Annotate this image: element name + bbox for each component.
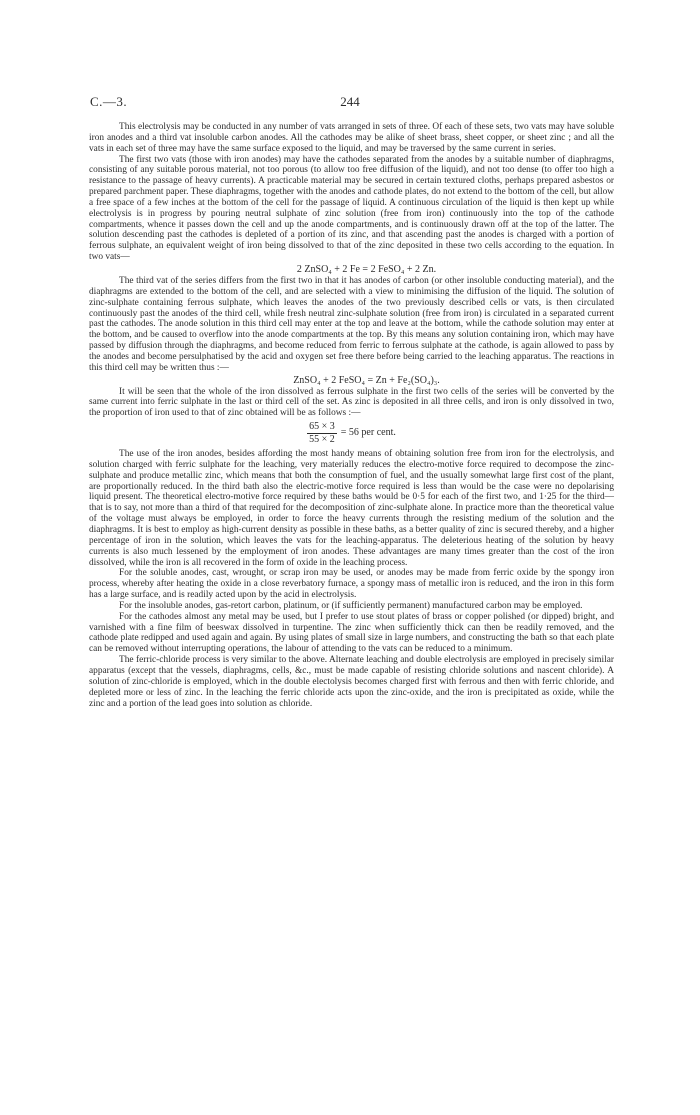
equation: 2 ZnSO₄ + 2 Fe = 2 FeSO₄ + 2 Zn. [296,263,437,275]
paragraph: For the insoluble anodes, gas-retort carbon, platinum, or (if sufficiently permanent) manufactured carbon may be employed. [119,600,583,611]
paragraph: The third vat of the series differs from the first two in that it has anodes of carbon (or other insoluble conducting material), and the diaphragms are extended to the bottom of the cell, and are selected with a view to minimising the diffusion of the liquid. The solution of zinc-sulphate containing ferrous sulphate, which leaves the anodes of the two previously described cells or vats, is then circulated continuously past the anodes of the third cell, while fresh neutral zinc-sulphate solution (free from iron) is circulated in a separated current past the cathodes. The anode solution in this third cell may enter at the top and leave at the bottom, while the cathode solution may enter at the bottom, and be caused to overflow into the anode compartments at the top. By this means any solution containing iron, which may have passed by diffusion through the diaphragms, and become reduced from ferric to ferrous sulphate at the cathode, is again allowed to pass by the anodes and become persulphatised by the acid and oxygen set free there before being carried to the leaching apparatus. The reactions in this third cell may be written thus :— [89,275,614,373]
fraction-result: = 56 per cent. [340,427,396,439]
proportion-formula [89,421,614,446]
paragraph: The ferric-chloride process is very similar to the above. Alternate leaching and double electrolysis are employed in precisely similar apparatus (except that the vessels, diaphragms, cells, &c., must be made capable of resisting chloride solutions and nascent chloride). A solution of zinc-chloride is employed, which in the double electolysis becomes charged first with ferrous and then with ferric chloride, and depleted more or less of zinc. In the leaching the ferric chloride acts upon the zinc-oxide, and the iron is precipitated as oxide, while the zinc and a portion of the lead goes into solution as chloride. [89,655,614,709]
paragraph: For the soluble anodes, cast, wrought, or scrap iron may be used, or anodes may be made from ferric oxide by the spongy iron process, whereby after heating the oxide in a close reverbatory furnace, a spongy mass of metallic iron is reduced, and the iron in this form has a large surface, and is readily acted upon by the acid in electrolysis. [89,568,614,601]
paragraph: It will be seen that the whole of the iron dissolved as ferrous sulphate in the first two cells of the series will be converted by the same current into ferric sulphate in the last or third cell of the set. As zinc is deposited in all three cells, and iron is only dissolved in two, the proportion of iron used to that of zinc obtained will be as follows :— [89,386,614,419]
body-text [89,122,614,709]
section-reference: C.—3. [90,94,128,109]
equation: ZnSO₄ + 2 FeSO₄ = Zn + Fe₂(SO₄)₃. [293,374,440,386]
page-header [90,94,610,114]
fraction [307,421,337,446]
paragraph: This electrolysis may be conducted in any number of vats arranged in sets of three. Of each of these sets, two vats may have soluble iron anodes and a third vat insoluble carbon anodes. All the cathodes may be alike of sheet brass, sheet copper, or sheet zinc ; and all the vats in each set of three may have the same surface exposed to the liquid, and may be traversed by the same current in series. [89,122,614,154]
paragraph: The use of the iron anodes, besides affording the most handy means of obtaining solution free from iron for the electrolysis, and solution charged with ferric sulphate for the leaching, very materially reduces the electro-motive force required to decompose the zinc-sulphate and produce metallic zinc, which means that both the consumption of fuel, and the usually somewhat large first cost of the plant, are proportionally reduced. In the third bath also the electric-motive force required is less than would be the case were no depolarising liquid present. The theoretical electro-motive force required by these baths would be 0·5 for each of the first two, and 1·25 for the third—that is to say, not more than a third of that required for the decomposition of zinc-sulphate alone. In practice more than the theoretical value of the voltage must always be employed, in order to force the heavy currents through the resisting medium of the solution and the diaphragms. It is best to employ as high-current density as possible in these baths, as a better quality of zinc is secured thereby, and a higher percentage of iron in the solution, which leaves the vats for the leaching-apparatus. The deleterious heating of the solution by heavy currents is also much lessened by the employment of iron anodes. These advantages are many times greater than the cost of the iron dissolved, while the iron is all recovered in the form of oxide in the leaching process. [89,449,614,568]
paragraph: The first two vats (those with iron anodes) may have the cathodes separated from the anodes by a suitable number of diaphragms, consisting of any suitable porous material, not too porous (to allow too free diffusion of the liquid), and not too dense (to offer too high a resistance to the passage of heavy currents). A practicable material may be secured in certain textured cloths, perhaps prepared asbestos or prepared parchment paper. These diaphragms, together with the anodes and cathode plates, do not extend to the bottom of the cell, but allow a free space of a few inches at the bottom of the cell for the passage of liquid. A continuous circulation of the liquid is then kept up while electrolysis is in progress by pouring neutral sulphate of zinc solution (free from iron) continuously into the top of the cathode compartments, whence it passes down the cell and up the anode compartments, and is continuously drawn off at the top of the latter. The solution descending past the cathodes is depleted of a portion of its zinc, and that ascending past the anodes is charged with a portion of ferrous sulphate, an equivalent weight of iron being dissolved to that of the zinc deposited in these two cells according to the equation. In two vats— [89,154,614,263]
paragraph: For the cathodes almost any metal may be used, but I prefer to use stout plates of brass or copper polished (or dipped) bright, and varnished with a fine film of beeswax dissolved in turpentine. The zinc when sufficiently thick can then be readily removed, and the cathode plate redipped and used again and again. By using plates of small size in large numbers, and constructing the bath so that each plate can be removed without interrupting operations, the labour of attending to the vats can be reduced to a minimum. [89,611,614,655]
fraction-denominator: 55 × 2 [309,434,335,446]
page-number: 244 [340,94,360,109]
fraction-numerator: 65 × 3 [309,421,335,433]
